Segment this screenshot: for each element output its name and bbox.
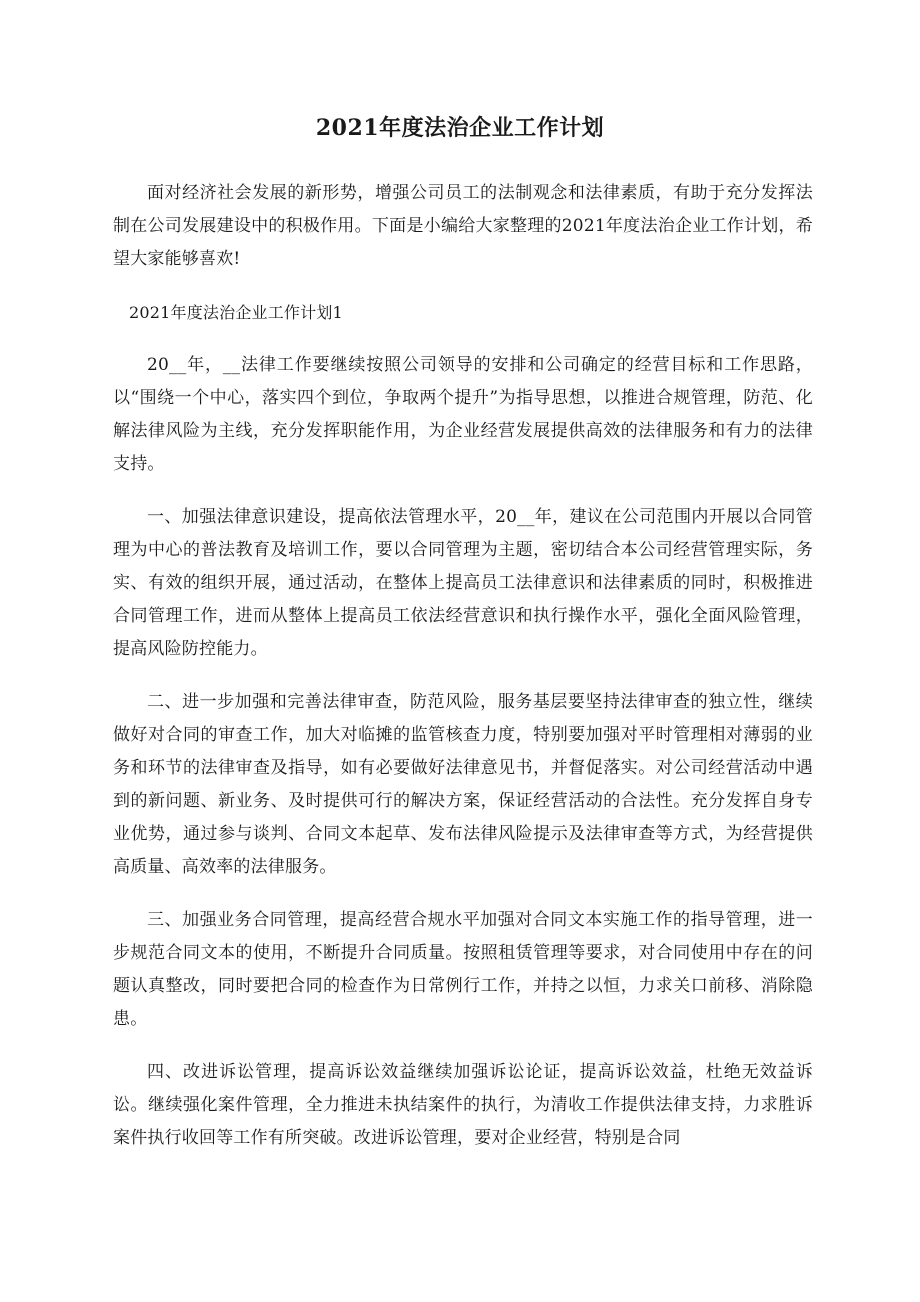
- body-paragraph: 四、改进诉讼管理，提高诉讼效益继续加强诉讼论证，提高诉讼效益，杜绝无效益诉讼。继续强化案件管理，全力推进未执结案件的执行，为清收工作提供法律支持，力求胜诉案件执行收回等工作有所突破。改进诉讼管理，要对企业经营，特别是合同: [113, 1062, 813, 1148]
- document-body: [113, 177, 813, 1175]
- body-paragraph: 三、加强业务合同管理，提高经营合规水平加强对合同文本实施工作的指导管理，进一步规范合同文本的使用，不断提升合同质量。按照租赁管理等要求，对合同使用中存在的问题认真整改，同时要把合同的检查作为日常例行工作，并持之以恒，力求关口前移、消除隐患。: [113, 910, 813, 1029]
- body-paragraph: 二、进一步加强和完善法律审查，防范风险，服务基层要坚持法律审查的独立性，继续做好对合同的审查工作，加大对临摊的监管核查力度，特别要加强对平时管理相对薄弱的业务和环节的法律审查及指导，如有必要做好法律意见书，并督促落实。对公司经营活动中遇到的新问题、新业务、及时提供可行的解决方案，保证经营活动的合法性。充分发挥自身专业优势，通过参与谈判、合同文本起草、发布法律风险提示及法律审查等方式，为经营提供高质量、高效率的法律服务。: [113, 692, 813, 877]
- section-heading: 2021年度法治企业工作计划1: [129, 303, 343, 322]
- body-paragraph: 20__年，__法律工作要继续按照公司领导的安排和公司确定的经营目标和工作思路，以“围绕一个中心，落实四个到位，争取两个提升”为指导思想，以推进合规管理，防范、化解法律风险为主线，充分发挥职能作用，为企业经营发展提供高效的法律服务和有力的法律支持。: [113, 355, 813, 474]
- document-title: 2021年度法治企业工作计划: [315, 115, 605, 141]
- intro-paragraph: 面对经济社会发展的新形势，增强公司员工的法制观念和法律素质，有助于充分发挥法制在公司发展建设中的积极作用。下面是小编给大家整理的2021年度法治企业工作计划，希望大家能够喜欢!: [113, 183, 813, 269]
- body-paragraph: 一、加强法律意识建设，提高依法管理水平，20__年，建议在公司范围内开展以合同管理为中心的普法教育及培训工作，要以合同管理为主题，密切结合本公司经营管理实际，务实、有效的组织开展，通过活动，在整体上提高员工法律意识和法律素质的同时，积极推进合同管理工作，进而从整体上提高员工依法经营意识和执行操作水平，强化全面风险管理，提高风险防控能力。: [113, 507, 813, 659]
